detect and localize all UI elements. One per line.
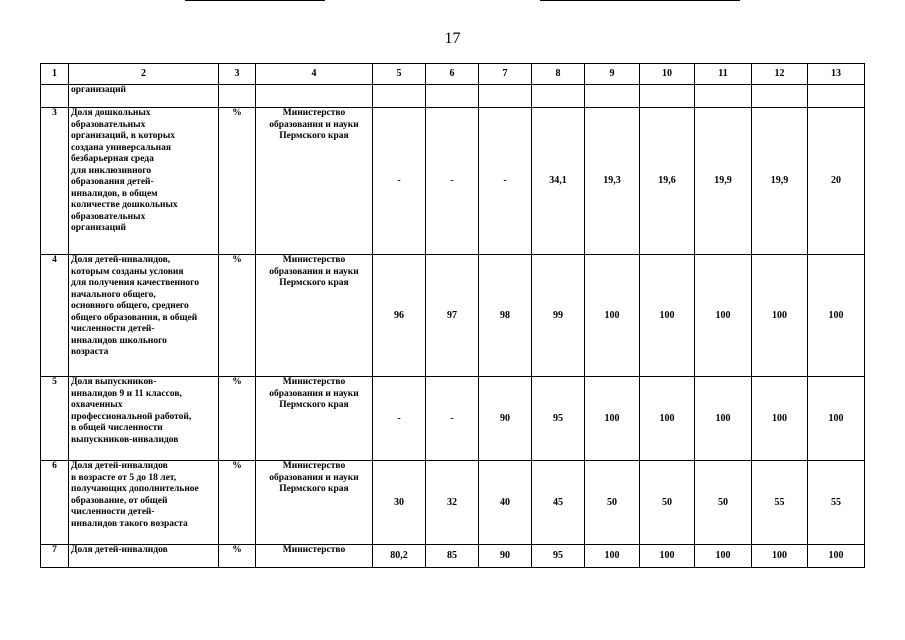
value-cell: 100 [585,545,640,568]
column-header: 11 [695,64,752,85]
column-header: 10 [640,64,695,85]
value-cell: 50 [640,461,695,545]
cell-empty [479,85,532,108]
column-header: 5 [373,64,426,85]
description-line: для инклюзивного [71,165,152,176]
cell-empty [585,85,640,108]
table-row [41,108,865,255]
description-line: в возрасте от 5 до 18 лет, [71,472,177,483]
description-line: начального общего, [71,289,156,300]
column-header: 4 [256,64,373,85]
value-cell: 55 [752,461,808,545]
indicator-description [69,255,219,377]
row-number: 6 [41,461,69,545]
column-header: 13 [808,64,865,85]
description-line: образовательных [71,211,146,222]
executor-line: Пермского края [279,278,349,288]
executor-line: Министерство [282,108,346,118]
value-cell: - [426,108,479,255]
executor-line: Пермского края [279,484,349,494]
value-cell: 100 [640,545,695,568]
description-line: инвалидов, в общем [71,188,158,199]
description-line: выпускников-инвалидов [71,434,179,445]
description-line: Доля выпускников- [71,377,157,387]
value-cell: 100 [695,255,752,377]
value-cell: 100 [695,377,752,461]
description-line: инвалидов такого возраста [71,518,188,529]
indicator-description [69,545,219,568]
unit-cell: % [219,377,256,461]
value-cell: 99 [532,255,585,377]
description-line: профессиональной работой, [71,411,192,422]
row-number: 4 [41,255,69,377]
description-line: Доля детей-инвалидов, [71,255,171,265]
value-cell: 100 [752,377,808,461]
description-line: создана универсальная [71,142,171,153]
value-cell: 45 [532,461,585,545]
cell-empty [426,85,479,108]
cell-empty [532,85,585,108]
continuation-text: организаций [69,85,219,108]
column-header: 2 [69,64,219,85]
value-cell: 40 [479,461,532,545]
value-cell: 97 [426,255,479,377]
executor-line: образования и науки [269,119,359,130]
description-line: Доля детей-инвалидов [71,461,168,471]
executor-line: Министерство [282,255,346,265]
unit-cell: % [219,108,256,255]
description-line: Доля детей-инвалидов [71,545,168,555]
table-row [41,545,865,568]
value-cell: 100 [695,545,752,568]
executor-cell [256,545,373,568]
cell-empty [640,85,695,108]
column-header: 8 [532,64,585,85]
table-body [41,64,865,568]
value-cell: 80,2 [373,545,426,568]
value-cell: 20 [808,108,865,255]
description-line: организаций [71,223,127,233]
value-cell: 100 [752,255,808,377]
value-cell: 96 [373,255,426,377]
executor-cell [256,255,373,377]
executor-line: Министерство [282,377,346,387]
description-line: возраста [71,347,109,357]
value-cell: 100 [640,255,695,377]
executor-line: образования и науки [269,472,359,483]
description-line: охваченных [71,400,123,410]
value-cell: 100 [585,377,640,461]
value-cell: 100 [808,255,865,377]
value-cell: 55 [808,461,865,545]
table-row [41,255,865,377]
executor-line: Пермского края [279,131,349,141]
description-line: общего образования, в общей [71,312,198,323]
cell-empty [373,85,426,108]
value-cell: 19,9 [695,108,752,255]
indicator-description [69,108,219,255]
description-line: безбарьерная среда [71,154,154,164]
executor-line: Министерство [282,545,346,555]
row-number: 7 [41,545,69,568]
value-cell: 100 [752,545,808,568]
executor-line: Министерство [282,461,346,471]
description-line: численности детей- [71,507,155,517]
executor-cell [256,108,373,255]
unit-cell: % [219,255,256,377]
value-cell: 19,6 [640,108,695,255]
cell-empty [41,85,69,108]
cell-empty [752,85,808,108]
description-line: организаций, в которых [71,131,176,141]
value-cell: 32 [426,461,479,545]
value-cell: - [373,377,426,461]
description-line: численности детей- [71,324,155,334]
description-line: основного общего, среднего [71,301,189,311]
description-line: образования детей- [71,177,154,187]
cell-empty [695,85,752,108]
executor-line: образования и науки [269,388,359,399]
indicator-description [69,461,219,545]
column-header: 1 [41,64,69,85]
column-header: 7 [479,64,532,85]
row-number: 5 [41,377,69,461]
executor-line: Пермского края [279,400,349,410]
top-rule-right [540,0,740,1]
value-cell: 100 [585,255,640,377]
description-line: Доля дошкольных [71,108,151,118]
value-cell: 100 [640,377,695,461]
page-number: 17 [444,30,461,47]
value-cell: 50 [695,461,752,545]
row-number: 3 [41,108,69,255]
column-header: 9 [585,64,640,85]
description-line: для получения качественного [71,278,200,288]
description-line: инвалидов 9 и 11 классов, [71,388,182,399]
indicator-description [69,377,219,461]
executor-cell [256,377,373,461]
description-line: образование, от общей [71,495,168,506]
table-row [41,461,865,545]
indicators-table [40,63,865,568]
value-cell: 98 [479,255,532,377]
description-line: в общей численности [71,423,163,433]
column-header: 3 [219,64,256,85]
value-cell: 100 [808,377,865,461]
value-cell: - [479,108,532,255]
value-cell: 50 [585,461,640,545]
value-cell: 19,3 [585,108,640,255]
description-line: получающих дополнительное [71,484,199,494]
value-cell: 90 [479,377,532,461]
column-header: 12 [752,64,808,85]
value-cell: 30 [373,461,426,545]
continuation-row [41,85,865,108]
value-cell: 90 [479,545,532,568]
cell-empty [808,85,865,108]
value-cell: - [373,108,426,255]
value-cell: 95 [532,377,585,461]
header-row [41,64,865,85]
column-header: 6 [426,64,479,85]
cell-empty [219,85,256,108]
executor-line: образования и науки [269,266,359,277]
description-line: образовательных [71,119,146,130]
top-rule-left [185,0,325,1]
table-row [41,377,865,461]
value-cell: 85 [426,545,479,568]
unit-cell: % [219,461,256,545]
value-cell: 19,9 [752,108,808,255]
description-line: количестве дошкольных [71,200,178,210]
description-line: которым созданы условия [71,266,184,277]
unit-cell: % [219,545,256,568]
value-cell: - [426,377,479,461]
value-cell: 95 [532,545,585,568]
executor-cell [256,461,373,545]
cell-empty [256,85,373,108]
value-cell: 34,1 [532,108,585,255]
description-line: инвалидов школьного [71,335,167,346]
value-cell: 100 [808,545,865,568]
